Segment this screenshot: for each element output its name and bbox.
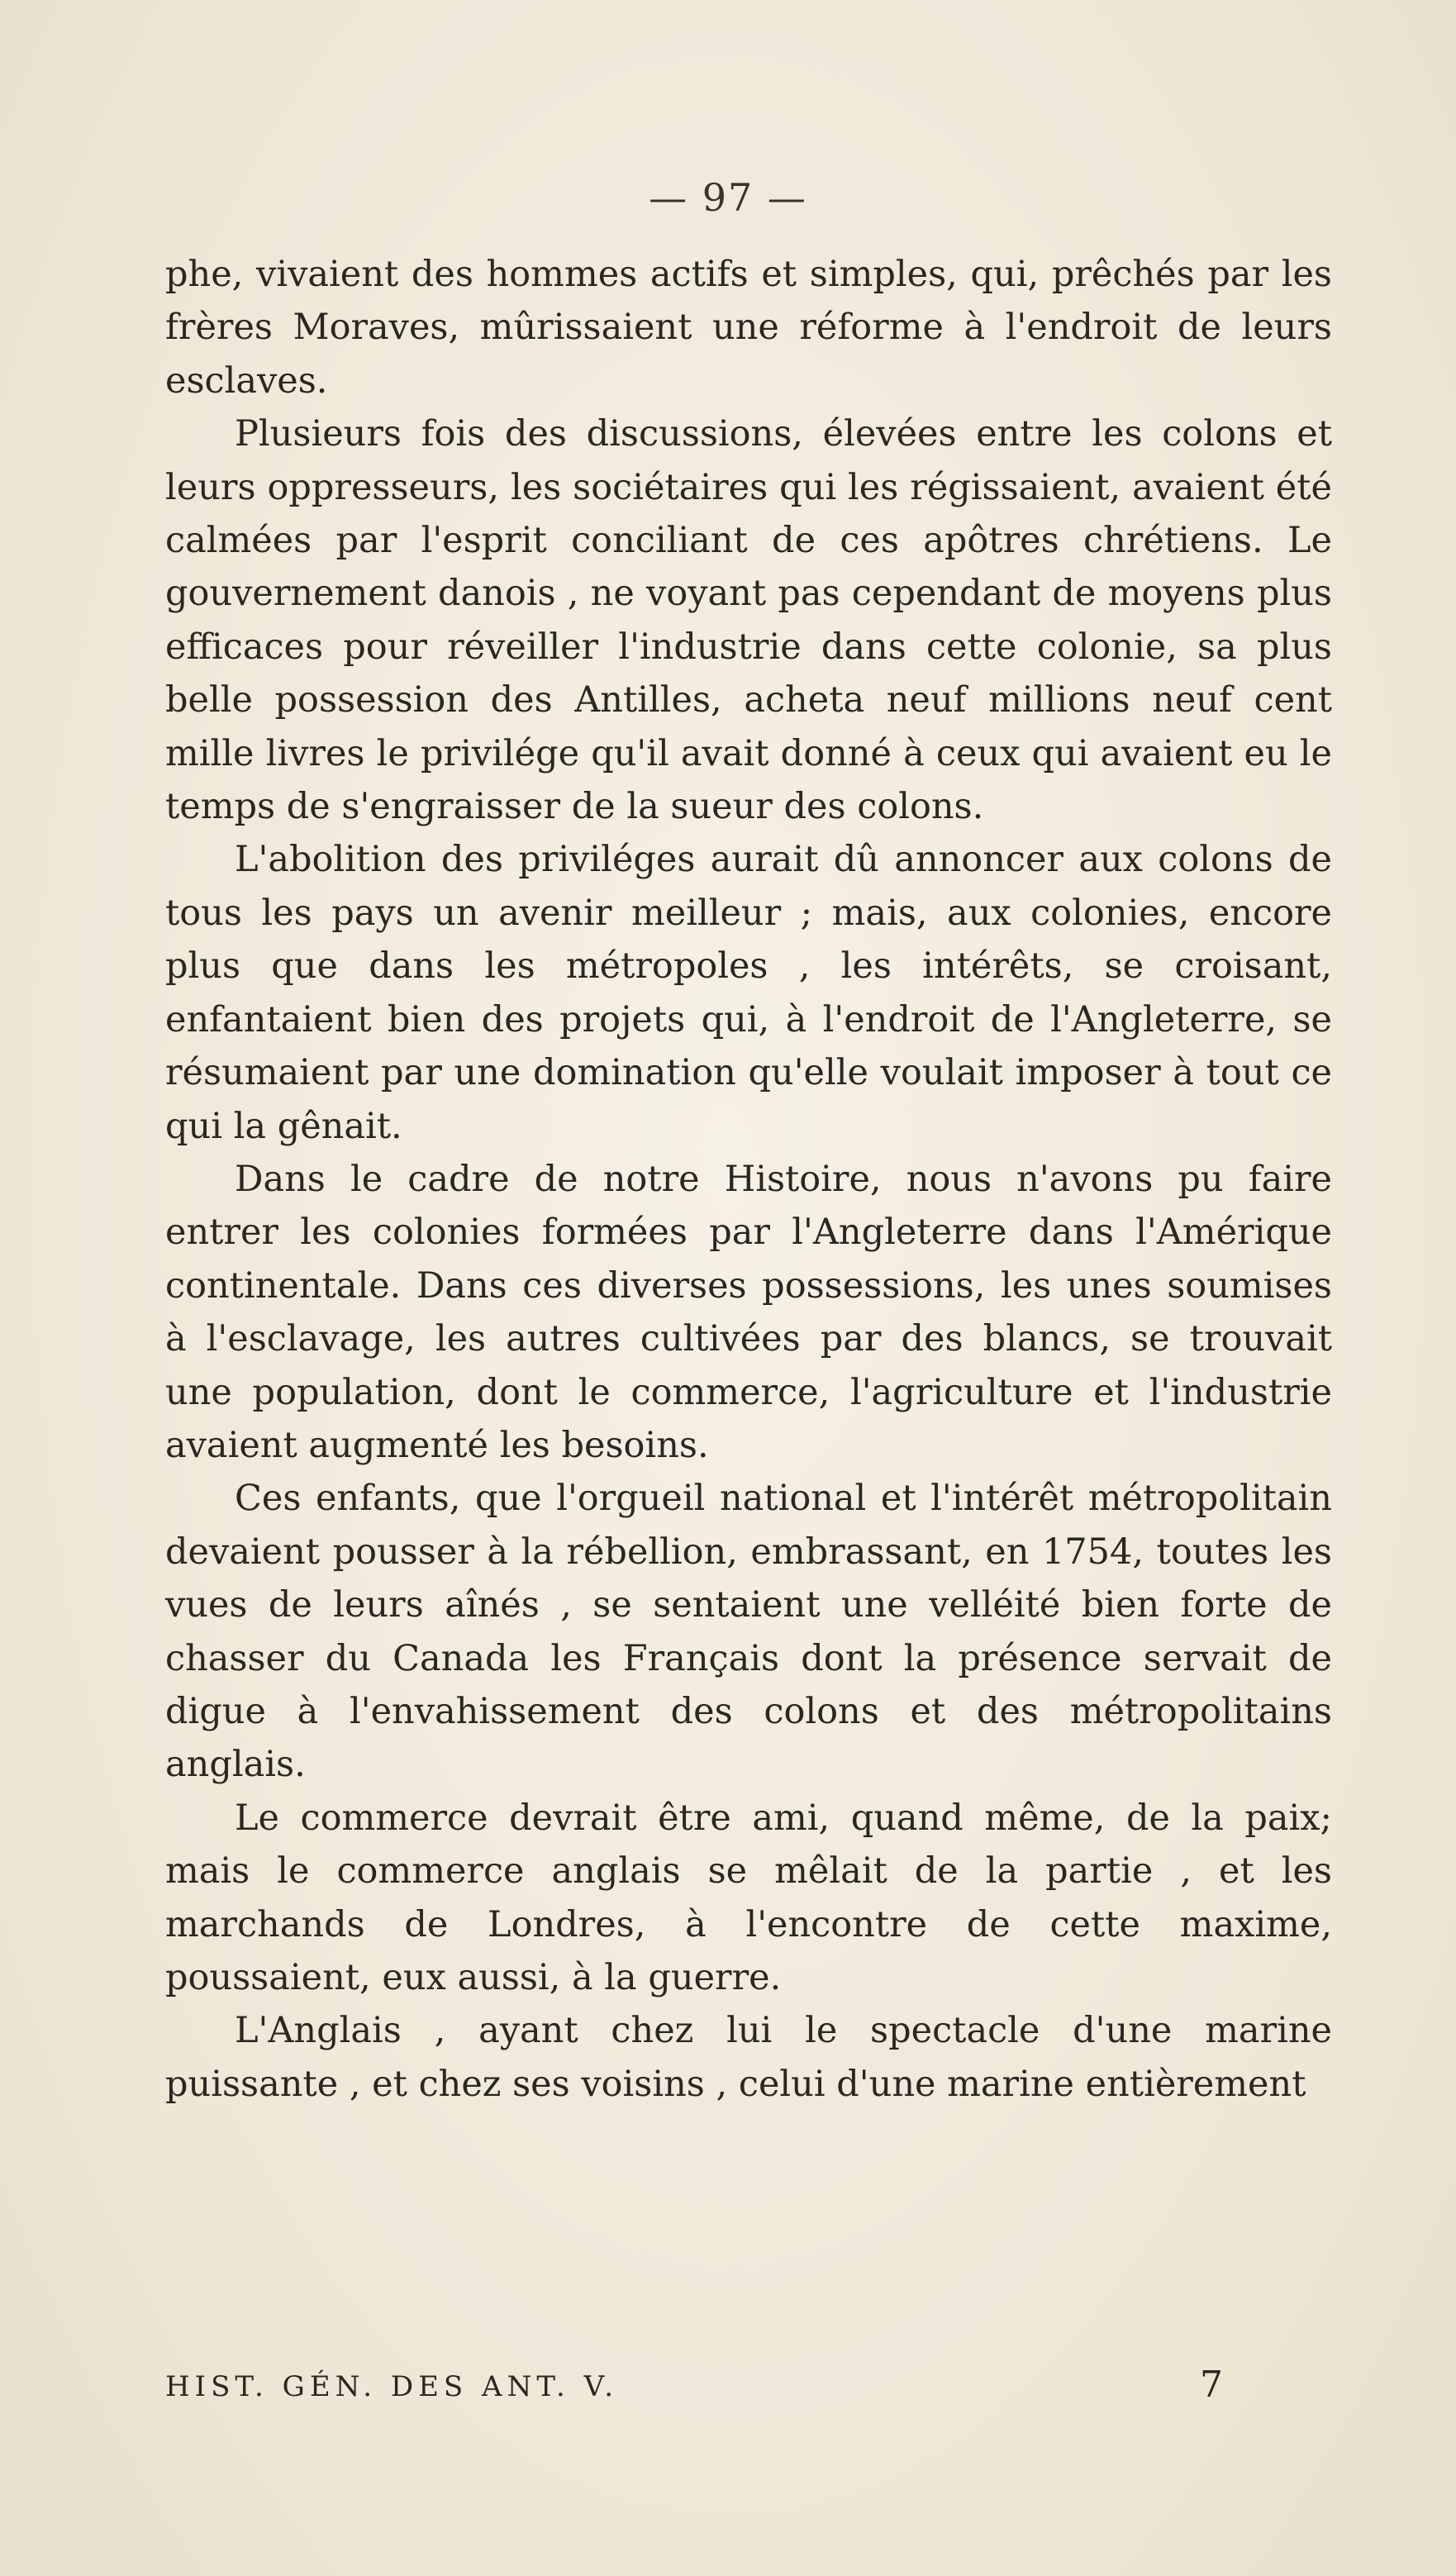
paragraph-5: Ces enfants, que l'orgueil national et l'intérêt métropolitain devaient pousser à la rébellion, embrassant, en 1754, toutes les vues de leurs aînés , se sentaient une velléité bien forte de chasser du Canada les Français dont la présence servait de digue à l'envahissement des colons et des métropolitains anglais. [165,1478,1332,1786]
paragraph-1: phe, vivaient des hommes actifs et simples, qui, prêchés par les frères Moraves, mûrissaient une réforme à l'endroit de leurs esclaves. [165,254,1332,402]
footer-signature: HIST. GÉN. DES ANT. V. [165,2370,619,2403]
sheet-number: 7 [1200,2364,1223,2406]
paragraph-2: Plusieurs fois des discussions, élevées entre les colons et leurs oppresseurs, les sociétaires qui les régissaient, avaient été calmées par l'esprit conciliant de ces apôtres chrétiens. Le gouvernement danois , ne voyant pas cependant de moyens plus efficaces pour réveiller l'industrie dans cette colonie, sa plus belle possession des Antilles, acheta neuf millions neuf cent mille livres le privilége qu'il avait donné à ceux qui avaient eu le temps de s'engraisser de la sueur des colons. [165,413,1332,828]
paragraph-7: L'Anglais , ayant chez lui le spectacle d'une marine puissante , et chez ses voisins , celui d'une marine entièrement [165,2010,1332,2105]
page-number: — 97 — [649,175,807,220]
paragraph-4: Dans le cadre de notre Histoire, nous n'avons pu faire entrer les colonies formées par l'Angleterre dans l'Amérique continentale. Dans ces diverses possessions, les unes soumises à l'esclavage, les autres cultivées par des blancs, se trouvait une population, dont le commerce, l'agriculture et l'industrie avaient augmenté les besoins. [165,1158,1332,1466]
paragraph-3: L'abolition des priviléges aurait dû annoncer aux colons de tous les pays un avenir meilleur ; mais, aux colonies, encore plus que dans les métropoles , les intérêts, se croisant, enfantaient bien des projets qui, à l'endroit de l'Angleterre, se résumaient par une domination qu'elle voulait imposer à tout ce qui la gênait. [165,839,1332,1147]
body-text [165,248,1332,2111]
paragraph-6: Le commerce devrait être ami, quand même, de la paix; mais le commerce anglais se mêlait de la partie , et les marchands de Londres, à l'encontre de cette maxime, poussaient, eux aussi, à la guerre. [165,1797,1332,1998]
